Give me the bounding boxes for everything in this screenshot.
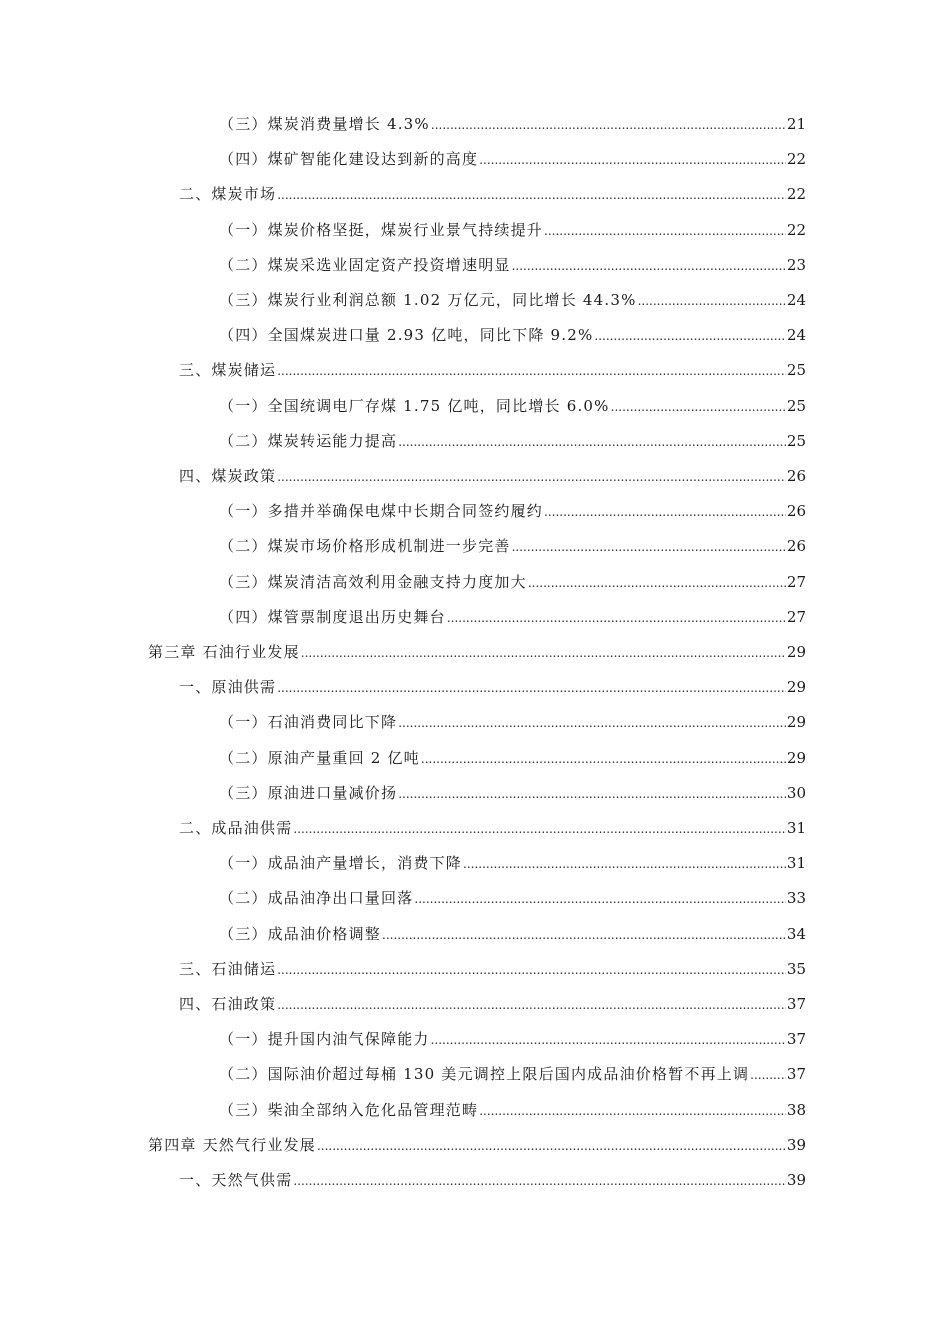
toc-entry[interactable]: [219, 605, 806, 629]
toc-entry-page-number: 22: [786, 150, 806, 169]
toc-entry-page-number: 25: [786, 431, 806, 450]
toc-entry-page-number: 22: [786, 220, 806, 239]
toc-entry-title: （一）石油消费同比下降: [219, 713, 398, 732]
toc-leader-dots: [301, 641, 786, 665]
toc-entry-title: 二、成品油供需: [179, 819, 293, 837]
toc-entry[interactable]: [148, 1133, 806, 1157]
toc-leader-dots: [479, 148, 786, 172]
toc-entry-page-number: 26: [786, 537, 806, 556]
toc-entry[interactable]: [219, 499, 806, 523]
toc-entry[interactable]: [219, 112, 806, 136]
toc-entry[interactable]: [219, 429, 806, 453]
toc-entry-page-number: 30: [786, 783, 806, 802]
toc-entry-page-number: 35: [786, 959, 806, 978]
toc-entry-title: （一）成品油产量增长，消费下降: [219, 854, 463, 873]
toc-leader-dots: [611, 395, 786, 419]
toc-entry-page-number: 27: [786, 572, 806, 591]
toc-entry-page-number: 26: [786, 467, 806, 485]
toc-entry[interactable]: [179, 464, 806, 488]
toc-entry[interactable]: [219, 746, 806, 770]
toc-entry-title: （三）煤炭清洁高效利用金融支持力度加大: [219, 572, 527, 591]
toc-entry[interactable]: [179, 1168, 806, 1192]
toc-leader-dots: [414, 887, 786, 911]
toc-entry-title: 四、煤炭政策: [179, 467, 277, 485]
toc-leader-dots: [544, 500, 786, 524]
toc-entry-title: （二）国际油价超过每桶 130 美元调控上限后国内成品油价格暂不再上调: [219, 1065, 750, 1084]
toc-entry-title: 三、煤炭储运: [179, 361, 277, 380]
toc-entry-title: （一）全国统调电厂存煤 1.75 亿吨，同比增长 6.0%: [219, 396, 610, 415]
toc-leader-dots: [277, 359, 786, 383]
toc-entry-page-number: 33: [786, 889, 806, 908]
toc-entry[interactable]: [219, 1062, 806, 1086]
toc-leader-dots: [431, 113, 786, 137]
toc-leader-dots: [293, 817, 786, 841]
toc-entry-page-number: 38: [786, 1100, 806, 1119]
toc-entry-page-number: 24: [786, 326, 806, 345]
toc-entry-title: （一）煤炭价格坚挺，煤炭行业景气持续提升: [219, 220, 544, 239]
toc-entry[interactable]: [219, 570, 806, 594]
toc-entry-page-number: 22: [786, 185, 806, 204]
toc-entry-title: （三）煤炭行业利润总额 1.02 万亿元，同比增长 44.3%: [219, 291, 637, 309]
toc-entry-title: 第三章 石油行业发展: [148, 643, 300, 661]
toc-entry[interactable]: [219, 886, 806, 910]
toc-entry-title: 三、石油储运: [179, 959, 277, 978]
toc-entry-page-number: 34: [786, 924, 806, 943]
toc-leader-dots: [421, 747, 786, 771]
toc-entry-page-number: 31: [786, 819, 806, 837]
toc-entry[interactable]: [219, 534, 806, 558]
toc-entry-page-number: 39: [786, 1171, 806, 1189]
toc-leader-dots: [447, 606, 786, 630]
toc-leader-dots: [277, 183, 786, 207]
toc-entry-page-number: 21: [786, 115, 806, 133]
toc-entry-page-number: 27: [786, 607, 806, 626]
toc-entry[interactable]: [179, 816, 806, 840]
toc-entry-page-number: 29: [786, 643, 806, 661]
toc-entry[interactable]: [219, 323, 806, 347]
toc-entry-page-number: 37: [786, 1065, 806, 1084]
toc-entry-title: （一）提升国内油气保障能力: [219, 1030, 430, 1049]
toc-leader-dots: [382, 923, 786, 947]
toc-entry-title: （三）原油进口量减价扬: [219, 783, 398, 802]
toc-entry[interactable]: [219, 710, 806, 734]
toc-leader-dots: [277, 958, 786, 982]
toc-entry[interactable]: [219, 147, 806, 171]
toc-entry[interactable]: [179, 182, 806, 206]
toc-leader-dots: [528, 571, 786, 595]
toc-entry-title: 一、原油供需: [179, 678, 277, 697]
toc-entry-title: （四）煤矿智能化建设达到新的高度: [219, 150, 479, 169]
toc-entry-title: （四）全国煤炭进口量 2.93 亿吨，同比下降 9.2%: [219, 326, 594, 345]
toc-entry[interactable]: [219, 1098, 806, 1122]
toc-leader-dots: [398, 430, 786, 454]
toc-entry[interactable]: [219, 922, 806, 946]
toc-entry-page-number: 37: [786, 995, 806, 1013]
toc-entry[interactable]: [219, 288, 806, 312]
toc-leader-dots: [398, 782, 786, 806]
toc-entry-page-number: 37: [786, 1030, 806, 1049]
toc-entry[interactable]: [219, 253, 806, 277]
toc-entry[interactable]: [179, 957, 806, 981]
toc-leader-dots: [594, 324, 785, 348]
toc-entry-title: （三）成品油价格调整: [219, 924, 382, 943]
toc-leader-dots: [277, 993, 786, 1017]
toc-entry-title: 第四章 天然气行业发展: [148, 1135, 316, 1154]
toc-leader-dots: [277, 465, 786, 489]
toc-entry-page-number: 29: [786, 713, 806, 732]
toc-entry[interactable]: [219, 218, 806, 242]
toc-entry-title: （二）煤炭采选业固定资产投资增速明显: [219, 255, 511, 274]
toc-entry-page-number: 26: [786, 502, 806, 521]
toc-entry-title: （一）多措并举确保电煤中长期合同签约履约: [219, 502, 544, 521]
toc-entry[interactable]: [219, 1027, 806, 1051]
toc-entry[interactable]: [179, 992, 806, 1016]
toc-leader-dots: [463, 852, 786, 876]
toc-entry[interactable]: [148, 640, 806, 664]
toc-entry-title: 二、煤炭市场: [179, 185, 277, 204]
toc-entry-title: （二）煤炭转运能力提高: [219, 431, 398, 450]
toc-entry[interactable]: [179, 675, 806, 699]
toc-leader-dots: [293, 1169, 786, 1193]
toc-entry-page-number: 29: [786, 678, 806, 697]
toc-entry-page-number: 29: [786, 748, 806, 767]
toc-leader-dots: [277, 676, 786, 700]
toc-entry-title: （二）煤炭市场价格形成机制进一步完善: [219, 537, 511, 556]
toc-entry[interactable]: [219, 851, 806, 875]
toc-leader-dots: [431, 1028, 786, 1052]
toc-leader-dots: [638, 289, 786, 313]
toc-entry[interactable]: [219, 394, 806, 418]
toc-entry-page-number: 23: [786, 255, 806, 274]
toc-entry-page-number: 39: [786, 1135, 806, 1154]
toc-entry-title: 四、石油政策: [179, 995, 277, 1013]
toc-leader-dots: [750, 1063, 786, 1087]
toc-entry-title: （二）成品油净出口量回落: [219, 889, 414, 908]
toc-leader-dots: [398, 711, 786, 735]
toc-leader-dots: [317, 1134, 786, 1158]
toc-entry-page-number: 25: [786, 396, 806, 415]
toc-entry-page-number: 24: [786, 291, 806, 309]
toc-leader-dots: [544, 219, 786, 243]
toc-entry-title: 一、天然气供需: [179, 1171, 293, 1189]
toc-entry-title: （二）原油产量重回 2 亿吨: [219, 748, 420, 767]
toc-leader-dots: [512, 535, 786, 559]
toc-entry-title: （三）柴油全部纳入危化品管理范畴: [219, 1100, 479, 1119]
toc-entry[interactable]: [179, 358, 806, 382]
toc-entry-page-number: 31: [786, 854, 806, 873]
toc-leader-dots: [479, 1099, 786, 1123]
toc-entry-page-number: 25: [786, 361, 806, 380]
toc-leader-dots: [512, 254, 786, 278]
toc-entry-title: （四）煤管票制度退出历史舞台: [219, 607, 446, 626]
toc-entry[interactable]: [219, 781, 806, 805]
toc-entry-title: （三）煤炭消费量增长 4.3%: [219, 115, 430, 133]
